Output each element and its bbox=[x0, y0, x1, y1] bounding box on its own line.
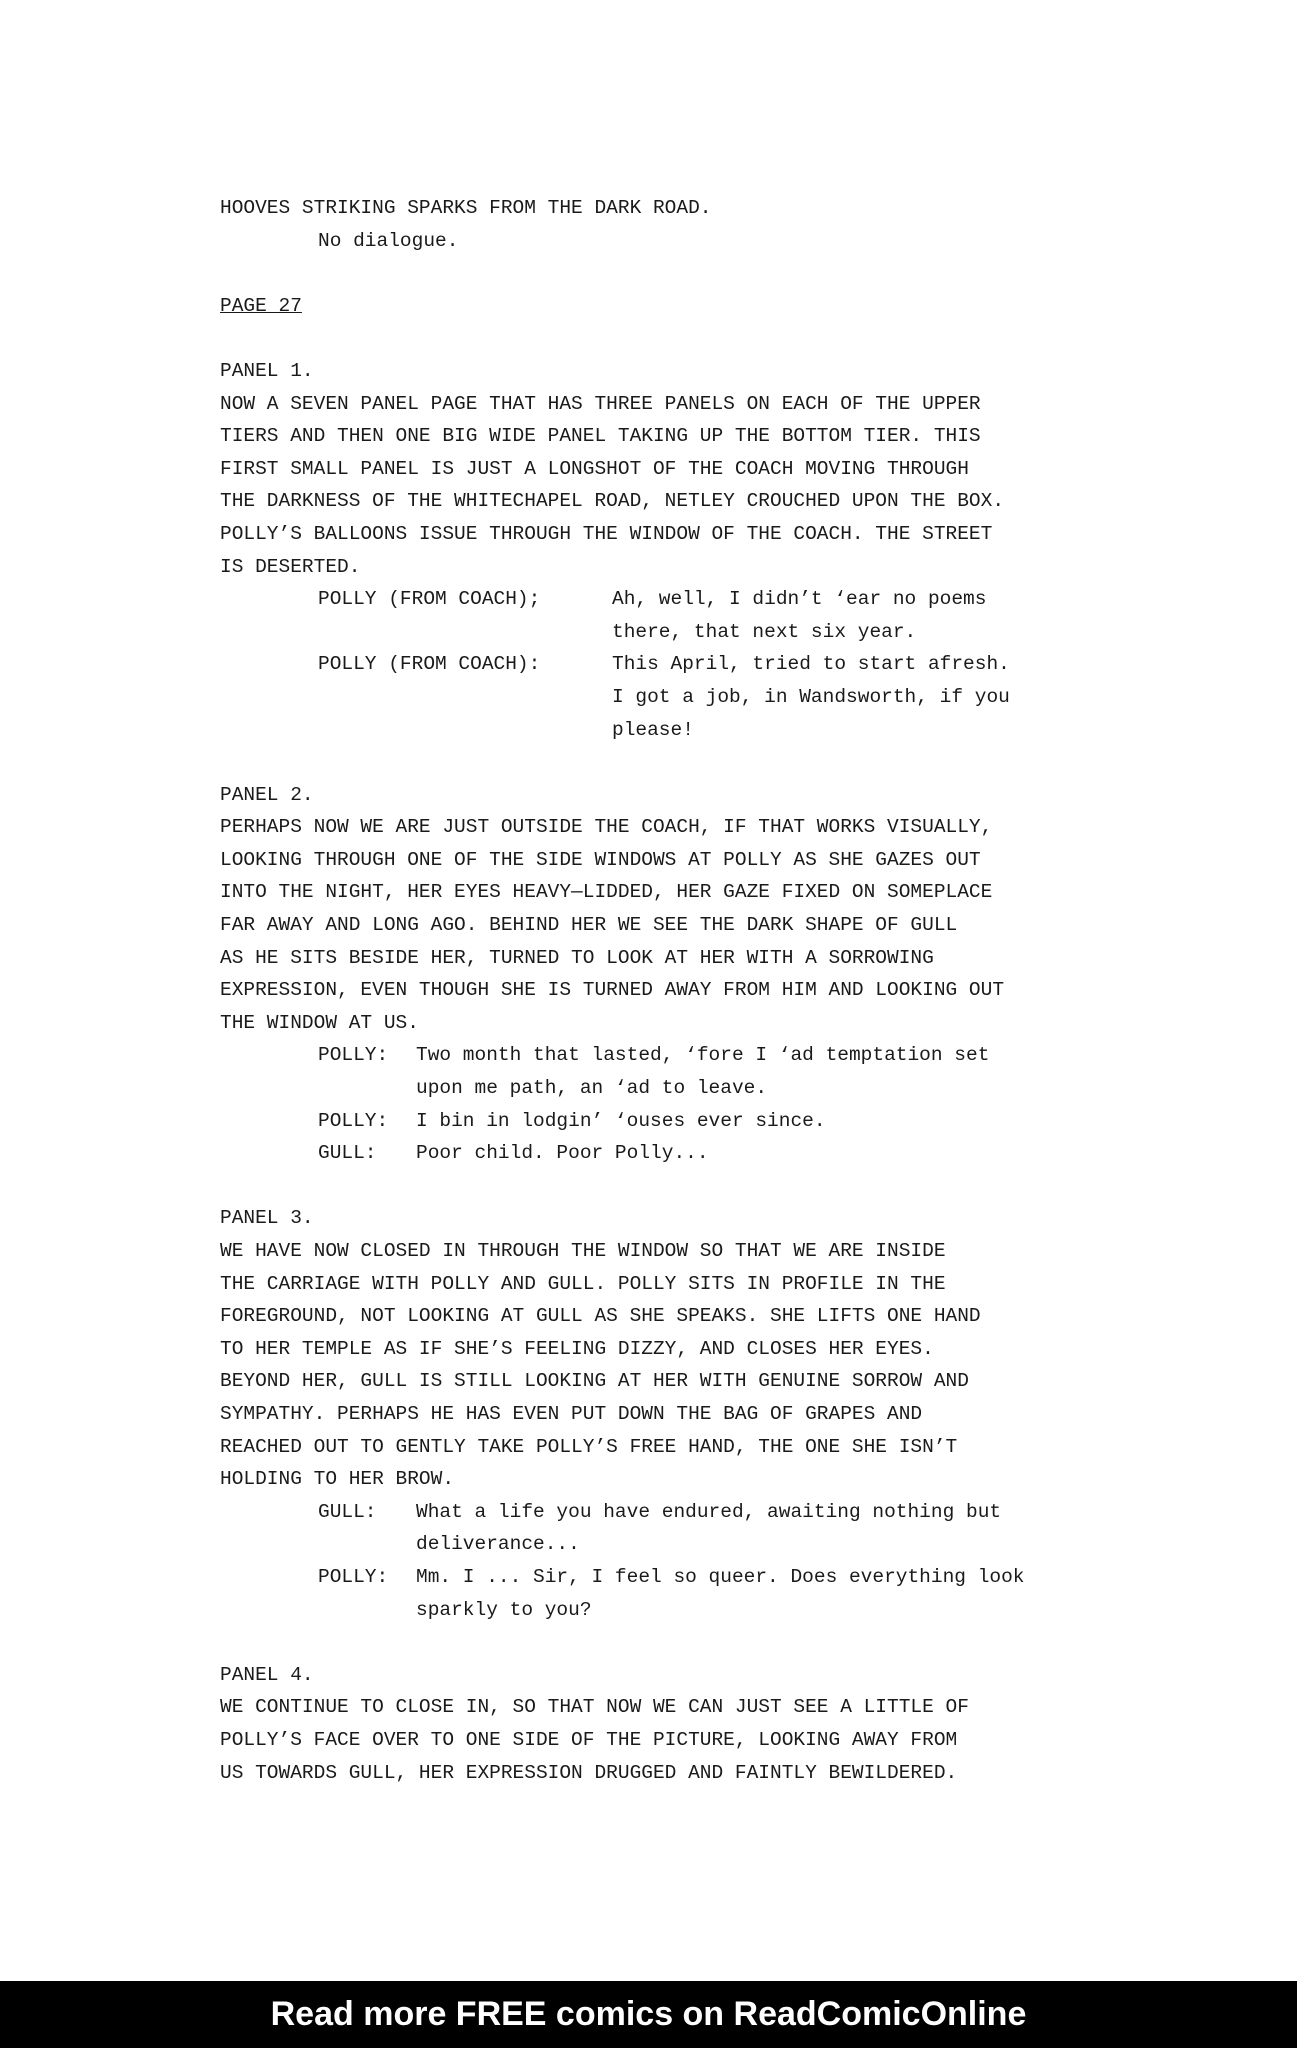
panel-4 bbox=[220, 1659, 1220, 1789]
dialogue-line: Two month that lasted, ‘fore I ‘ad temptation set bbox=[416, 1044, 990, 1067]
speaker-name: POLLY: bbox=[318, 1109, 389, 1132]
speaker-name: POLLY: bbox=[318, 1565, 389, 1588]
description-line: THE DARKNESS OF THE WHITECHAPEL ROAD, NETLEY CROUCHED UPON THE BOX. bbox=[220, 490, 1005, 513]
dialogue-entry bbox=[220, 1105, 1220, 1138]
description-line: POLLY’S BALLOONS ISSUE THROUGH THE WINDOW OF THE COACH. THE STREET bbox=[220, 522, 993, 545]
description-line: INTO THE NIGHT, HER EYES HEAVY—LIDDED, HER GAZE FIXED ON SOMEPLACE bbox=[220, 881, 993, 904]
description-line: WE CONTINUE TO CLOSE IN, SO THAT NOW WE CAN JUST SEE A LITTLE OF bbox=[220, 1696, 969, 1719]
promo-banner-link[interactable]: Read more FREE comics on ReadComicOnline bbox=[0, 1981, 1297, 2048]
panel-heading: PANEL 1. bbox=[220, 359, 314, 382]
dialogue-line: there, that next six year. bbox=[612, 620, 917, 643]
panel-heading: PANEL 2. bbox=[220, 783, 314, 806]
dialogue-line: please! bbox=[612, 718, 694, 741]
description-line: BEYOND HER, GULL IS STILL LOOKING AT HER WITH GENUINE SORROW AND bbox=[220, 1370, 969, 1393]
action-line: HOOVES STRIKING SPARKS FROM THE DARK ROAD. bbox=[220, 197, 712, 219]
description-line: TO HER TEMPLE AS IF SHE’S FEELING DIZZY, AND CLOSES HER EYES. bbox=[220, 1337, 934, 1360]
panel-heading: PANEL 4. bbox=[220, 1663, 314, 1686]
dialogue-entry bbox=[220, 1496, 1220, 1529]
description-line: FIRST SMALL PANEL IS JUST A LONGSHOT OF THE COACH MOVING THROUGH bbox=[220, 457, 969, 480]
speaker-name: GULL: bbox=[318, 1500, 377, 1523]
speaker-name: POLLY (FROM COACH); bbox=[318, 588, 541, 611]
dialogue-line: What a life you have endured, awaiting nothing but bbox=[416, 1500, 1002, 1523]
dialogue-entry bbox=[220, 583, 1220, 616]
dialogue-continuation bbox=[220, 681, 1220, 714]
dialogue-line: Poor child. Poor Polly... bbox=[416, 1142, 709, 1165]
description-line: LOOKING THROUGH ONE OF THE SIDE WINDOWS AT POLLY AS SHE GAZES OUT bbox=[220, 848, 981, 871]
dialogue-continuation bbox=[220, 1594, 1220, 1627]
description-line: POLLY’S FACE OVER TO ONE SIDE OF THE PICTURE, LOOKING AWAY FROM bbox=[220, 1728, 958, 1751]
description-line: EXPRESSION, EVEN THOUGH SHE IS TURNED AWAY FROM HIM AND LOOKING OUT bbox=[220, 979, 1005, 1002]
dialogue-line: I bin in lodgin’ ‘ouses ever since. bbox=[416, 1109, 826, 1132]
dialogue-continuation bbox=[220, 714, 1220, 747]
script-page bbox=[220, 192, 1220, 1789]
page-heading: PAGE 27 bbox=[220, 294, 302, 317]
description-line: THE WINDOW AT US. bbox=[220, 1011, 419, 1034]
panel-heading: PANEL 3. bbox=[220, 1207, 314, 1230]
spacer bbox=[220, 322, 1220, 355]
panel-1 bbox=[220, 355, 1220, 746]
description-line: FAR AWAY AND LONG AGO. BEHIND HER WE SEE THE DARK SHAPE OF GULL bbox=[220, 914, 958, 937]
spacer bbox=[220, 1626, 1220, 1659]
spacer bbox=[220, 1170, 1220, 1203]
dialogue-entry bbox=[220, 1039, 1220, 1072]
spacer bbox=[220, 257, 1220, 290]
dialogue-line: upon me path, an ‘ad to leave. bbox=[416, 1077, 768, 1100]
speaker-name: POLLY: bbox=[318, 1044, 389, 1067]
speaker-name: GULL: bbox=[318, 1142, 377, 1165]
description-line: FOREGROUND, NOT LOOKING AT GULL AS SHE SPEAKS. SHE LIFTS ONE HAND bbox=[220, 1305, 981, 1328]
panel-2 bbox=[220, 779, 1220, 1170]
dialogue-line: Mm. I ... Sir, I feel so queer. Does everything look bbox=[416, 1565, 1025, 1588]
description-line: PERHAPS NOW WE ARE JUST OUTSIDE THE COACH, IF THAT WORKS VISUALLY, bbox=[220, 816, 993, 839]
panel-3 bbox=[220, 1202, 1220, 1626]
description-line: REACHED OUT TO GENTLY TAKE POLLY’S FREE HAND, THE ONE SHE ISN’T bbox=[220, 1435, 958, 1458]
dialogue-entry bbox=[220, 1561, 1220, 1594]
no-dialogue-note: No dialogue. bbox=[318, 229, 459, 252]
description-line: AS HE SITS BESIDE HER, TURNED TO LOOK AT HER WITH A SORROWING bbox=[220, 946, 934, 969]
description-line: TIERS AND THEN ONE BIG WIDE PANEL TAKING UP THE BOTTOM TIER. THIS bbox=[220, 425, 981, 448]
dialogue-continuation bbox=[220, 616, 1220, 649]
description-line: IS DESERTED. bbox=[220, 555, 361, 578]
description-line: US TOWARDS GULL, HER EXPRESSION DRUGGED AND FAINTLY BEWILDERED. bbox=[220, 1761, 958, 1784]
description-line: NOW A SEVEN PANEL PAGE THAT HAS THREE PANELS ON EACH OF THE UPPER bbox=[220, 392, 981, 415]
dialogue-line: I got a job, in Wandsworth, if you bbox=[612, 685, 1010, 708]
speaker-name: POLLY (FROM COACH): bbox=[318, 653, 541, 676]
dialogue-line: This April, tried to start afresh. bbox=[612, 653, 1010, 676]
dialogue-continuation bbox=[220, 1528, 1220, 1561]
description-line: HOLDING TO HER BROW. bbox=[220, 1468, 455, 1491]
spacer bbox=[220, 746, 1220, 779]
dialogue-entry bbox=[220, 1137, 1220, 1170]
dialogue-line: sparkly to you? bbox=[416, 1598, 592, 1621]
description-line: SYMPATHY. PERHAPS HE HAS EVEN PUT DOWN THE BAG OF GRAPES AND bbox=[220, 1402, 923, 1425]
dialogue-line: Ah, well, I didn’t ‘ear no poems bbox=[612, 588, 987, 611]
dialogue-line: deliverance... bbox=[416, 1533, 580, 1556]
description-line: WE HAVE NOW CLOSED IN THROUGH THE WINDOW SO THAT WE ARE INSIDE bbox=[220, 1240, 946, 1262]
dialogue-continuation bbox=[220, 1072, 1220, 1105]
description-line: THE CARRIAGE WITH POLLY AND GULL. POLLY SITS IN PROFILE IN THE bbox=[220, 1272, 946, 1295]
dialogue-entry bbox=[220, 648, 1220, 681]
